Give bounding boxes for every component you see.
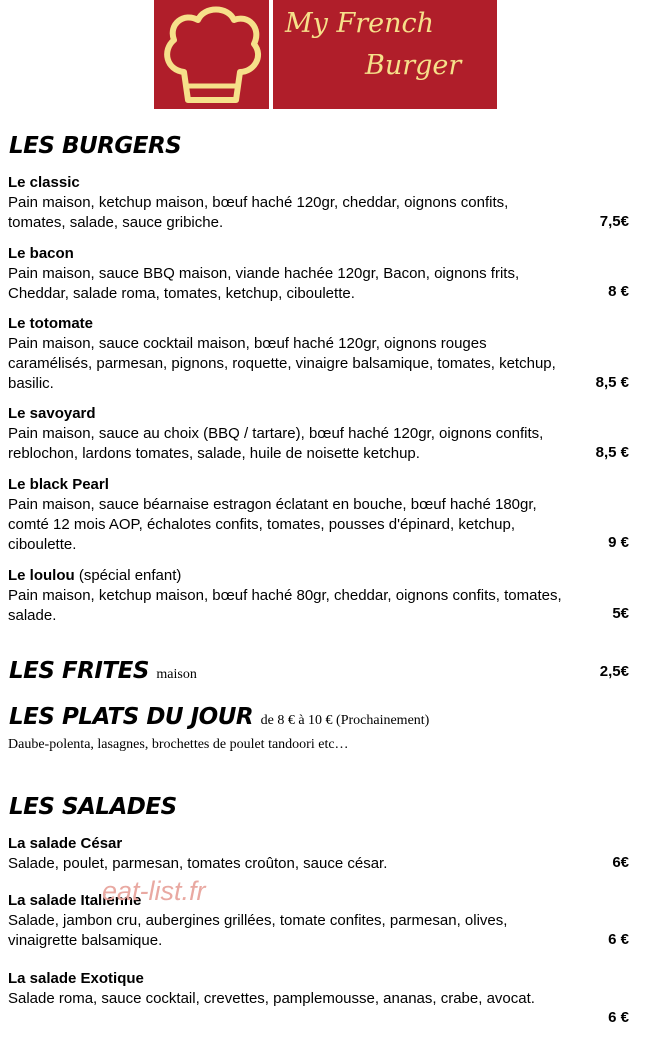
item-price: 8 € — [608, 283, 629, 300]
menu-item — [8, 891, 568, 951]
menu-item — [8, 173, 568, 233]
item-name: Le savoyard — [8, 405, 96, 422]
item-price: 9 € — [608, 534, 629, 551]
chef-hat-icon — [154, 0, 269, 109]
menu-item — [8, 834, 568, 874]
item-name: Le classic — [8, 174, 80, 191]
item-note: (spécial enfant) — [78, 567, 182, 584]
item-description: Pain maison, sauce BBQ maison, viande hachée 120gr, Bacon, oignons frits, Cheddar, salade roma, tomates, ketchup, ciboulette. — [8, 265, 520, 302]
menu-item — [8, 244, 568, 304]
item-description: Pain maison, sauce cocktail maison, bœuf haché 120gr, oignons rouges caramélisés, parmesan, pignons, roquette, vinaigre balsamique, tomates, ketchup, basilic. — [8, 335, 556, 392]
item-name: Le bacon — [8, 245, 74, 262]
item-name: Le loulou — [8, 567, 75, 584]
logo-icon-panel — [154, 0, 269, 109]
item-name: La salade Italienne — [8, 892, 142, 909]
section-title-plats — [9, 704, 429, 730]
menu-item — [8, 566, 568, 626]
menu-item — [8, 475, 568, 555]
item-description: Salade, poulet, parmesan, tomates croûton, sauce césar. — [8, 855, 388, 872]
section-title-frites — [9, 658, 197, 684]
watermark: eat-list.fr — [102, 876, 206, 906]
item-description: Pain maison, ketchup maison, bœuf haché 80gr, cheddar, oignons confits, tomates, salade. — [8, 587, 562, 624]
item-description: Pain maison, ketchup maison, bœuf haché 120gr, cheddar, oignons confits, tomates, salade, sauce gribiche. — [8, 194, 509, 231]
item-price: 6 € — [608, 931, 629, 948]
menu-item — [8, 314, 568, 394]
logo-line-2: Burger — [365, 50, 462, 81]
item-price: 7,5€ — [599, 213, 629, 230]
section-title-salades: LES SALADES — [9, 794, 177, 820]
item-price: 6 € — [608, 1009, 629, 1026]
item-price: 8,5 € — [595, 444, 629, 461]
item-description: Salade roma, sauce cocktail, crevettes, pamplemousse, ananas, crabe, avocat. — [8, 990, 535, 1007]
plats-description: Daube-polenta, lasagnes, brochettes de poulet tandoori etc… — [8, 737, 349, 752]
frites-price: 2,5€ — [599, 663, 629, 680]
item-name: La salade César — [8, 835, 123, 852]
item-name: Le totomate — [8, 315, 94, 332]
logo-text-panel — [273, 0, 497, 109]
frites-suffix: maison — [156, 667, 197, 682]
menu-item — [8, 404, 568, 464]
item-description: Salade, jambon cru, aubergines grillées, tomate confites, parmesan, olives, vinaigrette balsamique. — [8, 912, 508, 949]
item-description: Pain maison, sauce au choix (BBQ / tartare), bœuf haché 120gr, oignons confits, reblochon, lardons tomates, salade, huile de noisette ketchup. — [8, 425, 544, 462]
item-price: 5€ — [612, 605, 629, 622]
item-name: Le black Pearl — [8, 476, 109, 493]
item-description: Pain maison, sauce béarnaise estragon éclatant en bouche, bœuf haché 180gr, comté 12 mois AOP, échalotes confits, tomates, pousses d'épinard, ketchup, ciboulette. — [8, 496, 537, 553]
item-name: La salade Exotique — [8, 970, 144, 987]
item-price: 6€ — [612, 854, 629, 871]
section-title-burgers: LES BURGERS — [9, 133, 182, 159]
menu-item — [8, 969, 568, 1009]
item-price: 8,5 € — [595, 374, 629, 391]
plats-title: LES PLATS DU JOUR — [9, 704, 254, 730]
frites-title: LES FRITES — [9, 658, 149, 684]
logo-line-1: My French — [285, 8, 435, 39]
plats-suffix: de 8 € à 10 € (Prochainement) — [260, 713, 430, 728]
